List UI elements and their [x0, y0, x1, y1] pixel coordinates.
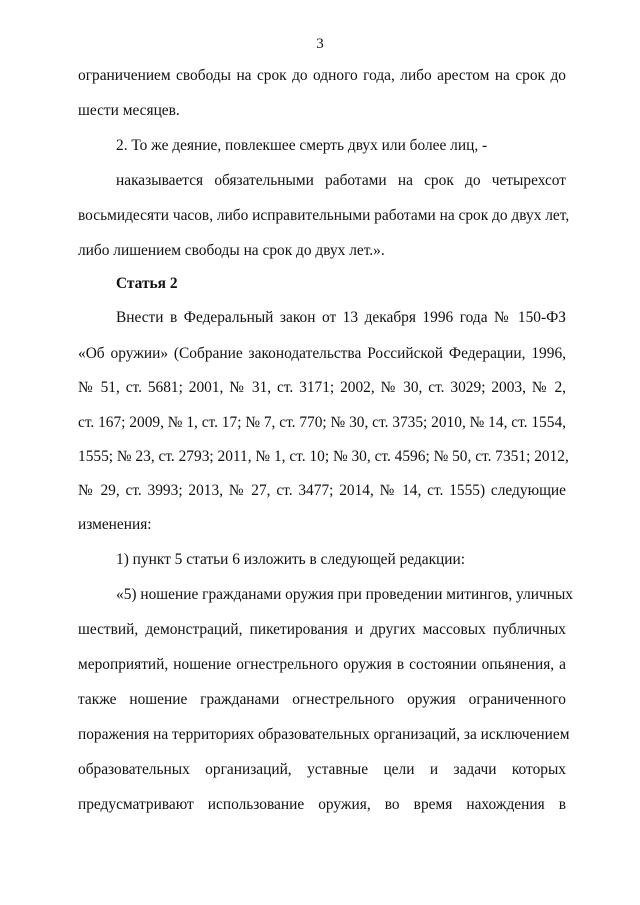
- text-line: восьмидесяти часов, либо исправительными работами на срок до двух лет,: [78, 207, 570, 224]
- text-line: также ношение гражданами огнестрельного оружия ограниченного: [78, 691, 566, 708]
- text-line: 1) пункт 5 статьи 6 изложить в следующей редакции:: [116, 551, 466, 568]
- text-line: поражения на территориях образовательных организаций, за исключением: [78, 726, 570, 743]
- article-heading: Статья 2: [116, 275, 178, 292]
- text-line: ст. 167; 2009, № 1, ст. 17; № 7, ст. 770; № 30, ст. 3735; 2010, № 14, ст. 1554,: [78, 414, 566, 431]
- text-line: ограничением свободы на срок до одного года, либо арестом на срок до: [78, 67, 566, 84]
- text-line: «5) ношение гражданами оружия при проведении митингов, уличных: [116, 586, 574, 603]
- text-line: № 29, ст. 3993; 2013, № 27, ст. 3477; 2014, № 14, ст. 1555) следующие: [78, 482, 566, 499]
- text-line: образовательных организаций, уставные цели и задачи которых: [78, 761, 566, 778]
- text-line: предусматривают использование оружия, во время нахождения в: [78, 796, 566, 813]
- text-line: шести месяцев.: [78, 102, 180, 119]
- text-line: № 51, ст. 5681; 2001, № 31, ст. 3171; 2002, № 30, ст. 3029; 2003, № 2,: [78, 379, 566, 396]
- text-line: 2. То же деяние, повлекшее смерть двух или более лиц, -: [116, 137, 488, 154]
- text-line: шествий, демонстраций, пикетирования и других массовых публичных: [78, 621, 566, 638]
- text-line: либо лишением свободы на срок до двух лет.».: [78, 242, 385, 259]
- text-line: 1555; № 23, ст. 2793; 2011, № 1, ст. 10; № 30, ст. 4596; № 50, ст. 7351; 2012,: [78, 448, 569, 465]
- text-line: мероприятий, ношение огнестрельного оружия в состоянии опьянения, а: [78, 656, 566, 673]
- text-line: изменения:: [78, 516, 152, 533]
- page-number: 3: [316, 36, 324, 52]
- text-line: наказывается обязательными работами на срок до четырехсот: [116, 172, 566, 189]
- text-line: «Об оружии» (Собрание законодательства Российской Федерации, 1996,: [78, 345, 566, 362]
- text-line: Внести в Федеральный закон от 13 декабря 1996 года № 150-ФЗ: [116, 309, 566, 326]
